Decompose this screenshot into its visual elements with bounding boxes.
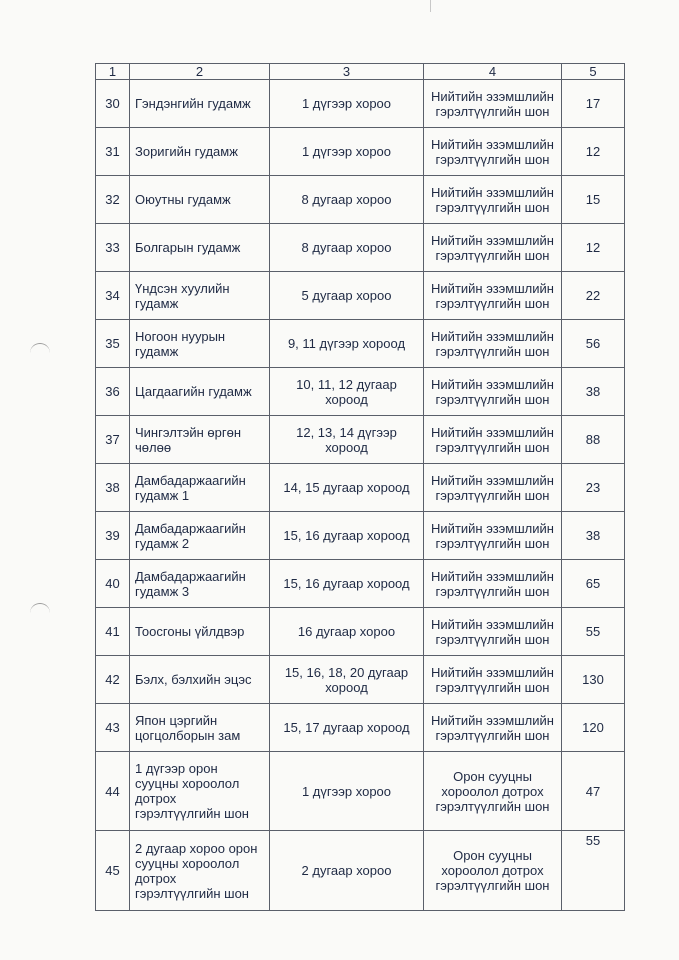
pole-count: 47	[562, 752, 625, 831]
pole-count: 22	[562, 272, 625, 320]
street-name: Гэндэнгийн гудамж	[130, 80, 270, 128]
light-type: Нийтийн эзэмшлийн гэрэлтүүлгийн шон	[424, 704, 562, 752]
light-type: Нийтийн эзэмшлийн гэрэлтүүлгийн шон	[424, 128, 562, 176]
light-type: Нийтийн эзэмшлийн гэрэлтүүлгийн шон	[424, 176, 562, 224]
light-type: Нийтийн эзэмшлийн гэрэлтүүлгийн шон	[424, 560, 562, 608]
pole-count: 12	[562, 224, 625, 272]
street-name: 1 дүгээр орон сууцны хороолол дотрох гэрэлтүүлгийн шон	[130, 752, 270, 831]
street-name: Япон цэргийн цогцолборын зам	[130, 704, 270, 752]
light-type: Орон сууцны хороолол дотрох гэрэлтүүлгийн шон	[424, 752, 562, 831]
light-type: Нийтийн эзэмшлийн гэрэлтүүлгийн шон	[424, 416, 562, 464]
table-row	[96, 368, 625, 416]
light-type: Нийтийн эзэмшлийн гэрэлтүүлгийн шон	[424, 608, 562, 656]
street-name: Тоосгоны үйлдвэр	[130, 608, 270, 656]
khoroo-location: 1 дүгээр хороо	[270, 80, 424, 128]
table-row	[96, 272, 625, 320]
punch-hole-mark	[30, 343, 50, 356]
street-name: Бэлх, бэлхийн эцэс	[130, 656, 270, 704]
table-row	[96, 416, 625, 464]
table-header-row	[96, 64, 625, 80]
table-row	[96, 656, 625, 704]
pole-count: 12	[562, 128, 625, 176]
row-number: 36	[96, 368, 130, 416]
khoroo-location: 15, 16, 18, 20 дугаар хороод	[270, 656, 424, 704]
pole-count: 55	[562, 831, 625, 911]
row-number: 44	[96, 752, 130, 831]
khoroo-location: 5 дугаар хороо	[270, 272, 424, 320]
table-row	[96, 512, 625, 560]
street-name: Дамбадаржаагийн гудамж 3	[130, 560, 270, 608]
street-name: 2 дугаар хороо орон сууцны хороолол дотрох гэрэлтүүлгийн шон	[130, 831, 270, 911]
table-row	[96, 831, 625, 911]
khoroo-location: 8 дугаар хороо	[270, 176, 424, 224]
pole-count: 88	[562, 416, 625, 464]
street-name: Дамбадаржаагийн гудамж 1	[130, 464, 270, 512]
pole-count: 38	[562, 512, 625, 560]
table-row	[96, 608, 625, 656]
pole-count: 55	[562, 608, 625, 656]
table-row	[96, 176, 625, 224]
row-number: 38	[96, 464, 130, 512]
column-header: 4	[424, 64, 562, 80]
table-row	[96, 224, 625, 272]
light-type: Нийтийн эзэмшлийн гэрэлтүүлгийн шон	[424, 656, 562, 704]
row-number: 30	[96, 80, 130, 128]
table-row	[96, 320, 625, 368]
khoroo-location: 16 дугаар хороо	[270, 608, 424, 656]
light-type: Нийтийн эзэмшлийн гэрэлтүүлгийн шон	[424, 320, 562, 368]
khoroo-location: 2 дугаар хороо	[270, 831, 424, 911]
street-name: Зоригийн гудамж	[130, 128, 270, 176]
row-number: 34	[96, 272, 130, 320]
khoroo-location: 1 дүгээр хороо	[270, 752, 424, 831]
khoroo-location: 15, 17 дугаар хороод	[270, 704, 424, 752]
pole-count: 38	[562, 368, 625, 416]
row-number: 41	[96, 608, 130, 656]
street-name: Болгарын гудамж	[130, 224, 270, 272]
punch-hole-mark	[30, 603, 50, 616]
pole-count: 65	[562, 560, 625, 608]
row-number: 31	[96, 128, 130, 176]
light-type: Нийтийн эзэмшлийн гэрэлтүүлгийн шон	[424, 512, 562, 560]
pole-count: 130	[562, 656, 625, 704]
light-type: Орон сууцны хороолол дотрох гэрэлтүүлгийн шон	[424, 831, 562, 911]
khoroo-location: 12, 13, 14 дүгээр хороод	[270, 416, 424, 464]
row-number: 35	[96, 320, 130, 368]
table-row	[96, 80, 625, 128]
light-type: Нийтийн эзэмшлийн гэрэлтүүлгийн шон	[424, 272, 562, 320]
table-row	[96, 464, 625, 512]
pole-count: 17	[562, 80, 625, 128]
street-name: Цагдаагийн гудамж	[130, 368, 270, 416]
row-number: 37	[96, 416, 130, 464]
streetlight-table	[95, 63, 625, 911]
khoroo-location: 15, 16 дугаар хороод	[270, 560, 424, 608]
street-name: Ногоон нуурын гудамж	[130, 320, 270, 368]
row-number: 42	[96, 656, 130, 704]
table-row	[96, 560, 625, 608]
street-name: Дамбадаржаагийн гудамж 2	[130, 512, 270, 560]
column-header: 3	[270, 64, 424, 80]
scan-mark	[430, 0, 431, 12]
light-type: Нийтийн эзэмшлийн гэрэлтүүлгийн шон	[424, 224, 562, 272]
column-header: 1	[96, 64, 130, 80]
column-header: 2	[130, 64, 270, 80]
pole-count: 23	[562, 464, 625, 512]
khoroo-location: 14, 15 дугаар хороод	[270, 464, 424, 512]
row-number: 33	[96, 224, 130, 272]
table-row	[96, 128, 625, 176]
khoroo-location: 9, 11 дүгээр хороод	[270, 320, 424, 368]
row-number: 40	[96, 560, 130, 608]
table-row	[96, 704, 625, 752]
khoroo-location: 15, 16 дугаар хороод	[270, 512, 424, 560]
light-type: Нийтийн эзэмшлийн гэрэлтүүлгийн шон	[424, 464, 562, 512]
row-number: 39	[96, 512, 130, 560]
table-row	[96, 752, 625, 831]
khoroo-location: 1 дүгээр хороо	[270, 128, 424, 176]
street-name: Чингэлтэйн өргөн чөлөө	[130, 416, 270, 464]
pole-count: 120	[562, 704, 625, 752]
street-name: Үндсэн хуулийн гудамж	[130, 272, 270, 320]
light-type: Нийтийн эзэмшлийн гэрэлтүүлгийн шон	[424, 368, 562, 416]
street-name: Оюутны гудамж	[130, 176, 270, 224]
pole-count: 56	[562, 320, 625, 368]
khoroo-location: 10, 11, 12 дугаар хороод	[270, 368, 424, 416]
light-type: Нийтийн эзэмшлийн гэрэлтүүлгийн шон	[424, 80, 562, 128]
row-number: 32	[96, 176, 130, 224]
khoroo-location: 8 дугаар хороо	[270, 224, 424, 272]
column-header: 5	[562, 64, 625, 80]
pole-count: 15	[562, 176, 625, 224]
row-number: 45	[96, 831, 130, 911]
row-number: 43	[96, 704, 130, 752]
